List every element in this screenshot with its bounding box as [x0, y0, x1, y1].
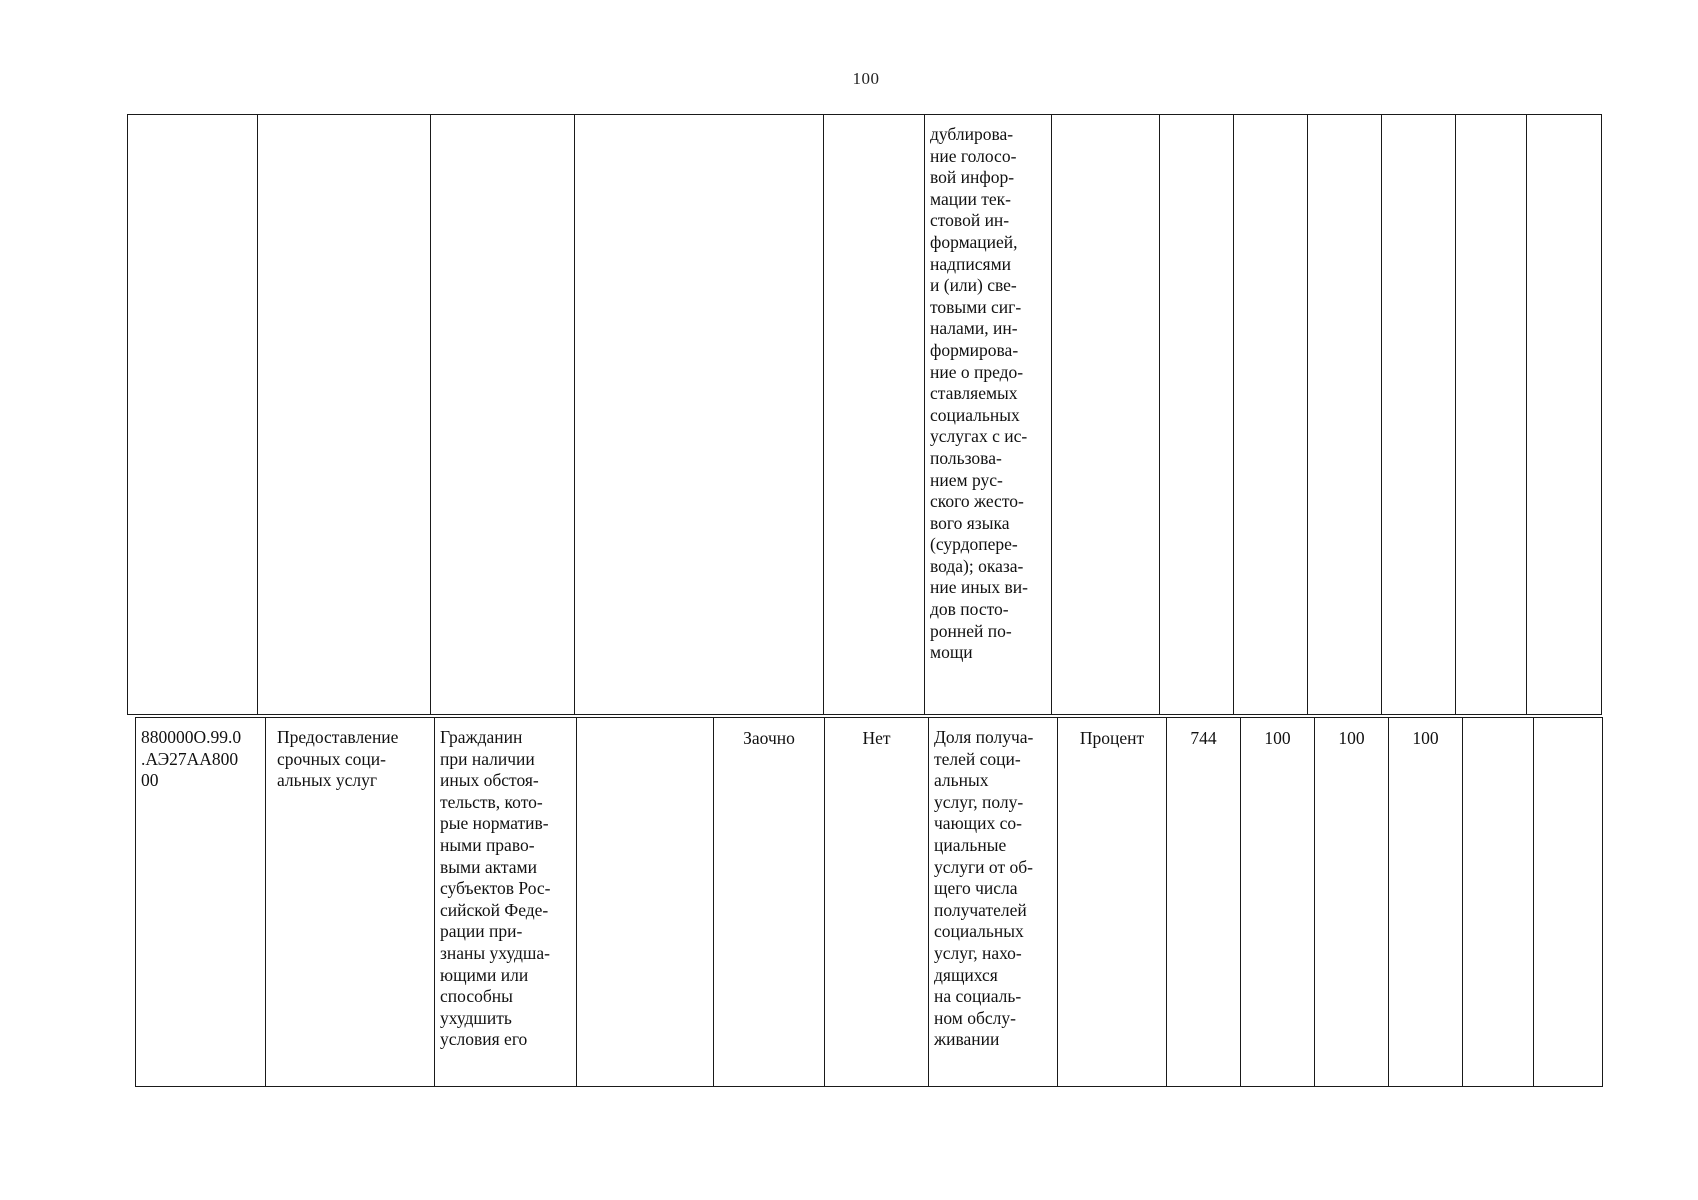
- cell-value2-empty: [1308, 115, 1382, 715]
- unit-of-measure: Процент: [1079, 728, 1145, 748]
- cell-service-name: [266, 718, 435, 1087]
- cell-service-empty: [258, 115, 431, 715]
- cell-value3: [1389, 718, 1463, 1087]
- cell-extra2: [1534, 718, 1603, 1087]
- cell-okei: [1167, 718, 1241, 1087]
- recipient-category: Гражданин при наличии иных обстоя- тельств, кото- рые норматив- ными право- выми актами субъектов Рос- сийской Феде- рации при- знаны ухудша- ющими или способны ухудшить условия его: [440, 727, 551, 1050]
- okei-code: 744: [1190, 728, 1217, 748]
- cell-indicator: [929, 718, 1058, 1087]
- extra-value-1: [1463, 718, 1533, 728]
- service-table: [135, 717, 1603, 1087]
- cell-code-empty: [128, 115, 258, 715]
- cell-category: [435, 718, 577, 1087]
- cell-description: [925, 115, 1052, 715]
- column-4-value: [577, 718, 713, 727]
- continuation-table: [127, 114, 1602, 715]
- service-row: [136, 718, 1603, 1087]
- cell-form: [714, 718, 825, 1087]
- value-year-1: 100: [1264, 728, 1291, 748]
- service-form: Заочно: [743, 728, 795, 748]
- cell-unit: [1058, 718, 1167, 1087]
- value-year-2: 100: [1338, 728, 1365, 748]
- service-flag: Нет: [862, 728, 891, 748]
- service-name: Предоставление срочных соци- альных услуг: [277, 727, 399, 791]
- cell-value3-empty: [1382, 115, 1456, 715]
- cell-category-empty: [431, 115, 575, 715]
- indicator-description-continued: дублирова- ние голосо- вой инфор- мации тек- стовой ин- формацией, надписями и (или) све- товыми сиг- налами, ин- формирова- ние о предо- ставляемых социальных услугах с ис- пользова- нием рус- ского жесто- вого языка (сурдопере- вода); оказа- ние иных ви- дов посто- ронней по- мощи: [930, 124, 1028, 663]
- cell-col4-empty: [575, 115, 824, 715]
- cell-value1: [1241, 718, 1315, 1087]
- cell-extra1: [1463, 718, 1534, 1087]
- registry-code: 880000О.99.0 .АЭ27АА800 00: [141, 727, 242, 791]
- page-number: 100: [852, 69, 880, 88]
- value-year-3: 100: [1412, 728, 1439, 748]
- cell-unit-empty: [1052, 115, 1160, 715]
- extra-value-2: [1534, 718, 1602, 728]
- cell-extra1-empty: [1456, 115, 1527, 715]
- continuation-row: [128, 115, 1602, 715]
- cell-extra2-empty: [1527, 115, 1602, 715]
- cell-value2: [1315, 718, 1389, 1087]
- cell-flag: [825, 718, 929, 1087]
- cell-value1-empty: [1234, 115, 1308, 715]
- quality-indicator: Доля получа- телей соци- альных услуг, полу- чающих со- циальные услуги от об- щего числа получателей социальных услуг, нахо- дящихся на социаль- ном обслу- живании: [934, 727, 1034, 1050]
- cell-code: [136, 718, 266, 1087]
- cell-form-empty: [824, 115, 925, 715]
- cell-col4: [577, 718, 714, 1087]
- cell-okei-empty: [1160, 115, 1234, 715]
